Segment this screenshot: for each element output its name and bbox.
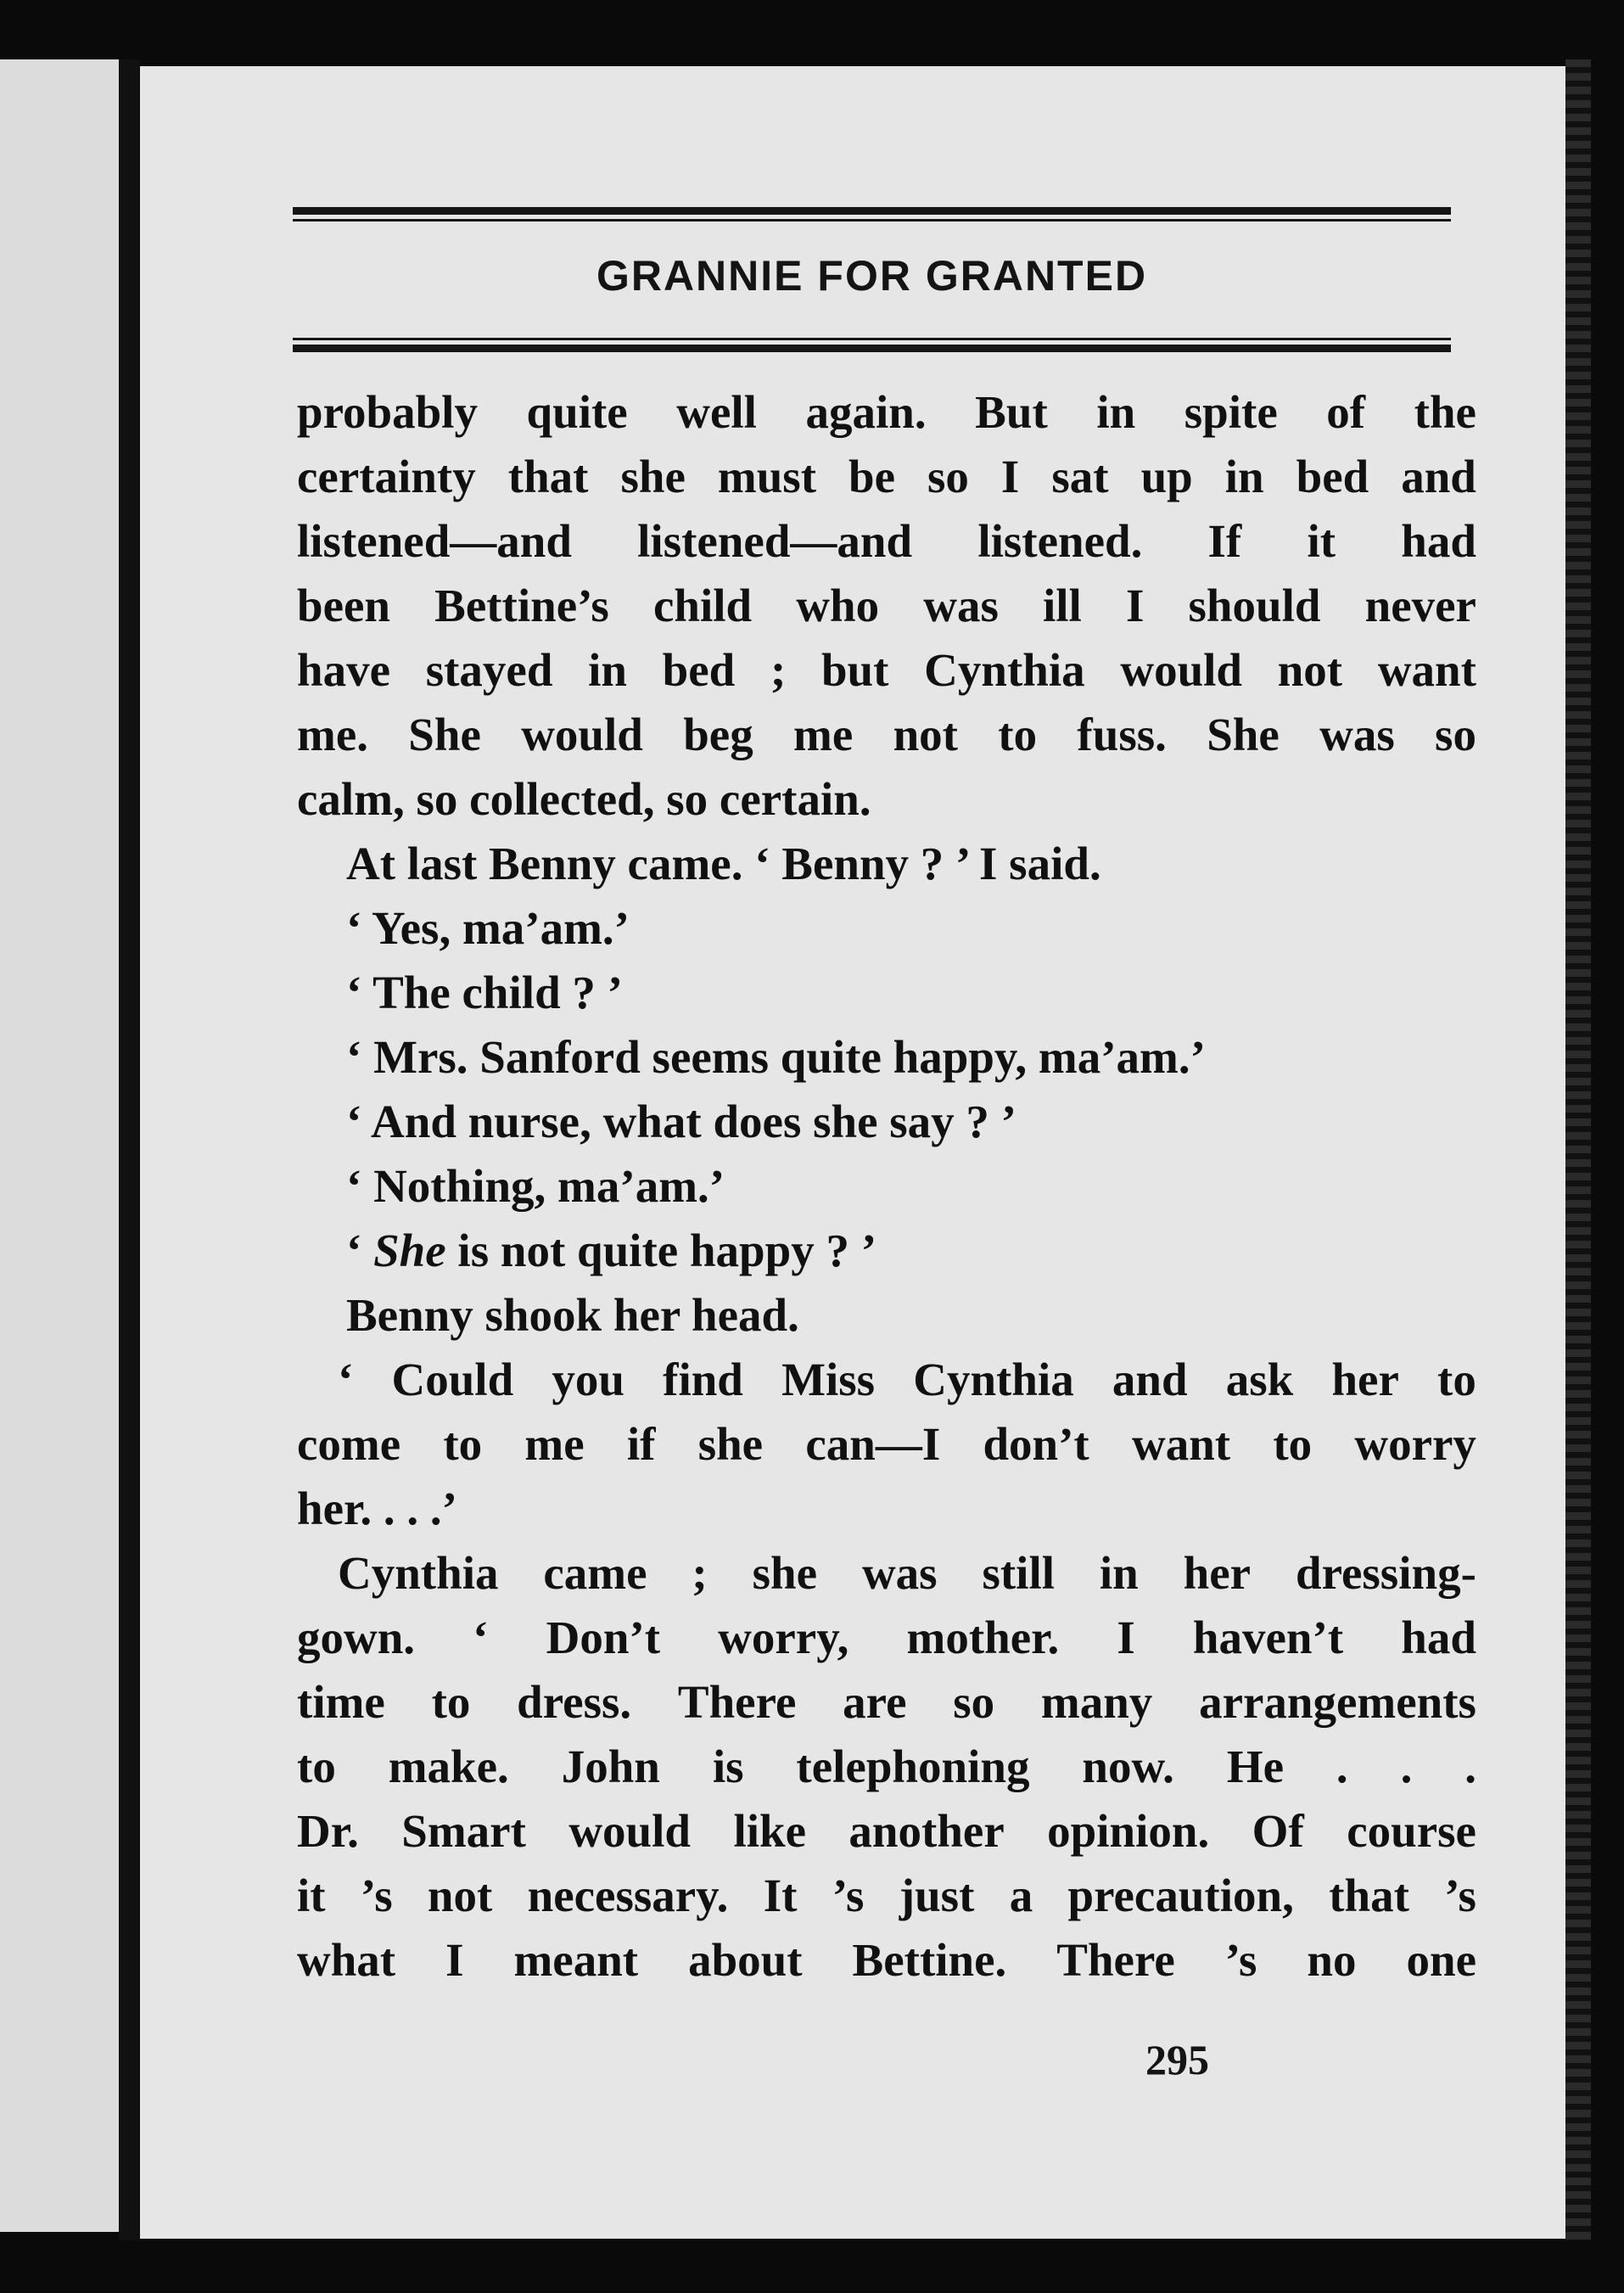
book-gutter <box>119 59 140 2240</box>
quote-mark: ‘ <box>346 1225 374 1276</box>
text-line: ‘ Mrs. Sanford seems quite happy, ma’am.’ <box>346 1031 1206 1083</box>
text-line: it ’s not necessary. It ’s just a precaution, that ’s <box>297 1870 1476 1921</box>
text-line: probably quite well again. But in spite of the <box>297 386 1476 438</box>
running-head: GRANNIE FOR GRANTED <box>596 252 1148 300</box>
facing-page-edge <box>0 59 119 2232</box>
text-line: ‘ Yes, ma’am.’ <box>346 902 630 954</box>
text-line: calm, so collected, so certain. <box>297 773 871 825</box>
text-line: certainty that she must be so I sat up in bed and <box>297 451 1476 502</box>
page-stack-edge <box>1565 59 1591 2240</box>
text-line: been Bettine’s child who was ill I should never <box>297 580 1476 631</box>
text-line <box>297 1219 1476 1283</box>
text-line: ‘ Nothing, ma’am.’ <box>346 1160 725 1212</box>
text-line: Benny shook her head. <box>346 1289 799 1341</box>
text-line: have stayed in bed ; but Cynthia would not want <box>297 644 1476 696</box>
text-line: ‘ Could you find Miss Cynthia and ask her to <box>338 1354 1476 1405</box>
text-line: what I meant about Bettine. There ’s no one <box>297 1934 1476 1986</box>
text-line: her. . . .’ <box>297 1483 457 1534</box>
book-page <box>140 66 1565 2239</box>
text-line: gown. ‘ Don’t worry, mother. I haven’t had <box>297 1612 1476 1663</box>
header-rule-bottom <box>293 338 1451 352</box>
text-line: me. She would beg me not to fuss. She was so <box>297 709 1476 760</box>
header-rule-top <box>293 207 1451 221</box>
text-line: time to dress. There are so many arrangements <box>297 1676 1476 1728</box>
body-text <box>297 380 1476 1993</box>
text-line: Cynthia came ; she was still in her dressing- <box>338 1547 1476 1599</box>
line-text: is not quite happy ? ’ <box>457 1225 877 1276</box>
italic-emphasis: She <box>373 1225 446 1276</box>
text-line: ‘ The child ? ’ <box>346 967 623 1018</box>
text-line: come to me if she can—I don’t want to worry <box>297 1418 1476 1470</box>
text-line: ‘ And nurse, what does she say ? ’ <box>346 1096 1016 1147</box>
text-line: to make. John is telephoning now. He . . . <box>297 1741 1476 1792</box>
text-line: Dr. Smart would like another opinion. Of course <box>297 1805 1476 1857</box>
page-number: 295 <box>1145 2036 1209 2083</box>
text-line: listened—and listened—and listened. If it had <box>297 515 1476 567</box>
text-line: At last Benny came. ‘ Benny ? ’ I said. <box>346 838 1101 889</box>
